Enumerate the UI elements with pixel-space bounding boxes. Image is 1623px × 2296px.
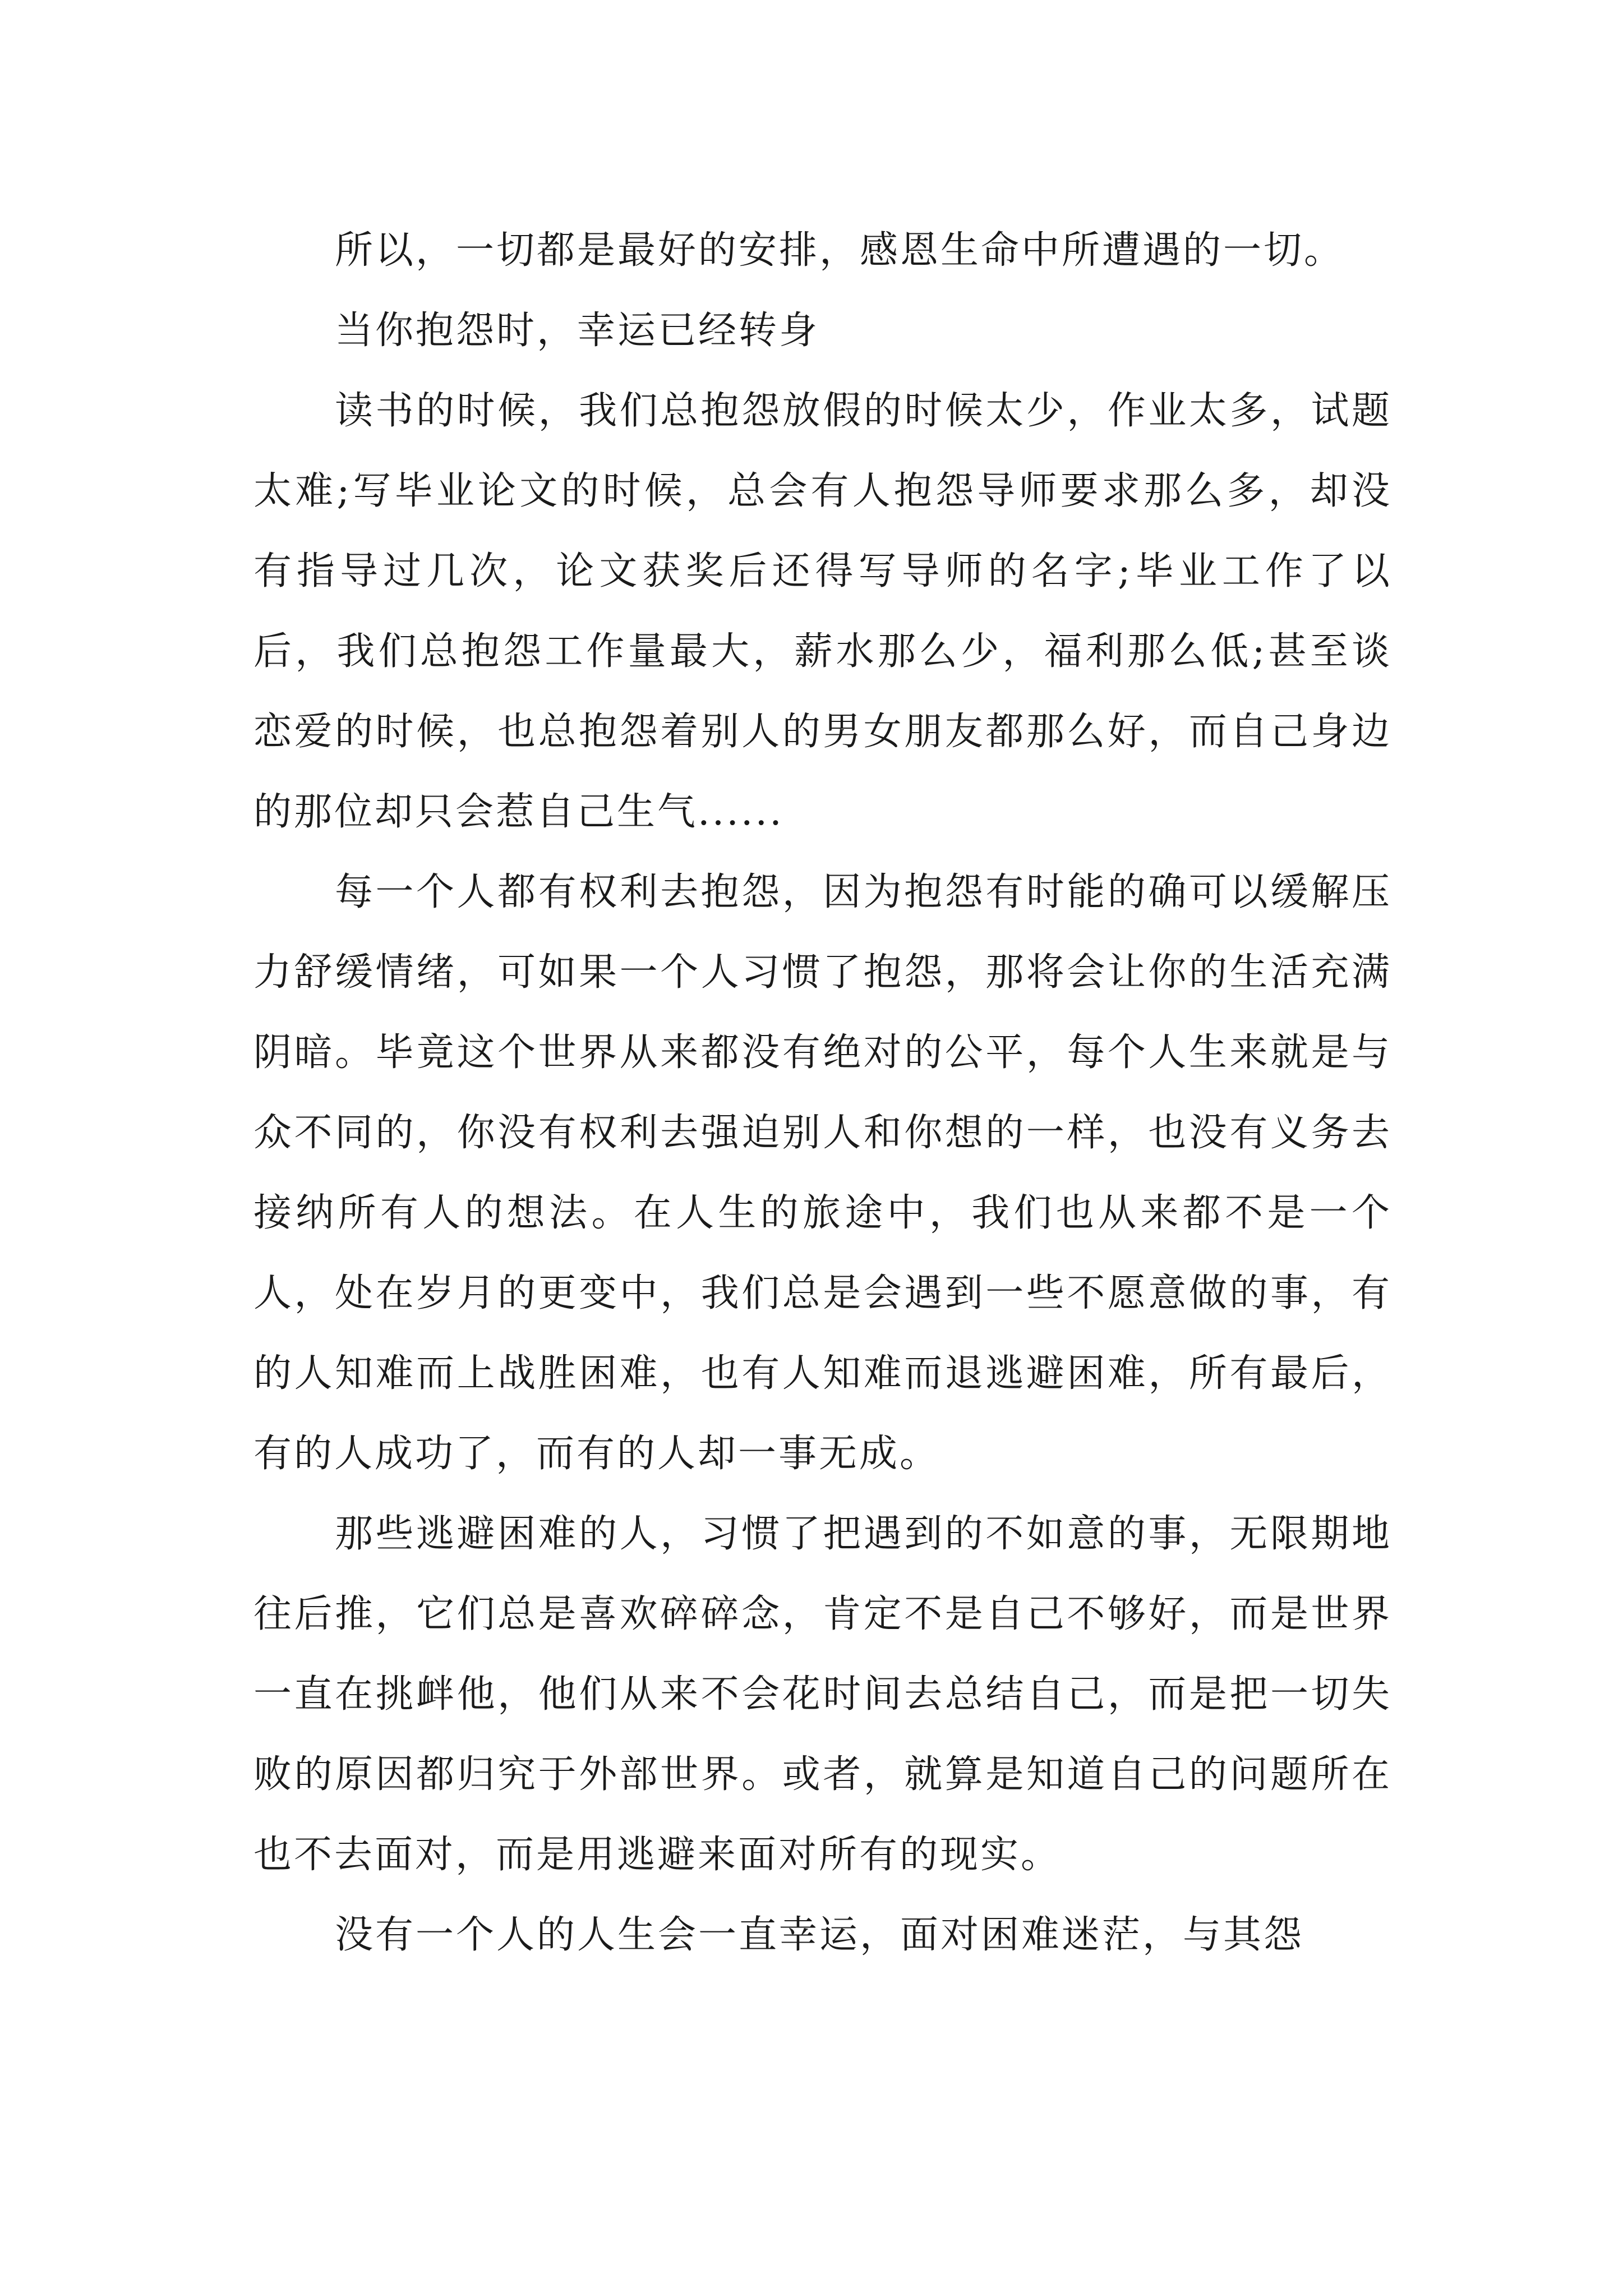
paragraph: 那些逃避困难的人，习惯了把遇到的不如意的事，无限期地往后推，它们总是喜欢碎碎念，肯定不是自己不够好，而是世界一直在挑衅他，他们从来不会花时间去总结自己，而是把一切失败的原因都归究于外部世界。或者，就算是知道自己的问题所在也不去面对，而是用逃避来面对所有的现实。	[253, 1512, 1392, 1877]
document-body	[253, 210, 1392, 1975]
paragraph: 读书的时候，我们总抱怨放假的时候太少，作业太多，试题太难;写毕业论文的时候，总会有人抱怨导师要求那么多，却没有指导过几次，论文获奖后还得写导师的名字;毕业工作了以后，我们总抱怨工作量最大，薪水那么少，福利那么低;甚至谈恋爱的时候，也总抱怨着别人的男女朋友都那么好，而自己身边的那位却只会惹自己生气......	[253, 389, 1392, 834]
section-heading: 当你抱怨时，幸运已经转身	[335, 309, 820, 353]
paragraph: 没有一个人的人生会一直幸运，面对困难迷茫，与其怨	[335, 1913, 1304, 1957]
paragraph: 每一个人都有权利去抱怨，因为抱怨有时能的确可以缓解压力舒缓情绪，可如果一个人习惯了抱怨，那将会让你的生活充满阴暗。毕竟这个世界从来都没有绝对的公平，每个人生来就是与众不同的，你没有权利去强迫别人和你想的一样，也没有义务去接纳所有人的想法。在人生的旅途中，我们也从来都不是一个人，处在岁月的更变中，我们总是会遇到一些不愿意做的事，有的人知难而上战胜困难，也有人知难而退逃避困难，所有最后，有的人成功了，而有的人却一事无成。	[253, 870, 1392, 1476]
paragraph: 所以，一切都是最好的安排，感恩生命中所遭遇的一切。	[335, 228, 1345, 273]
